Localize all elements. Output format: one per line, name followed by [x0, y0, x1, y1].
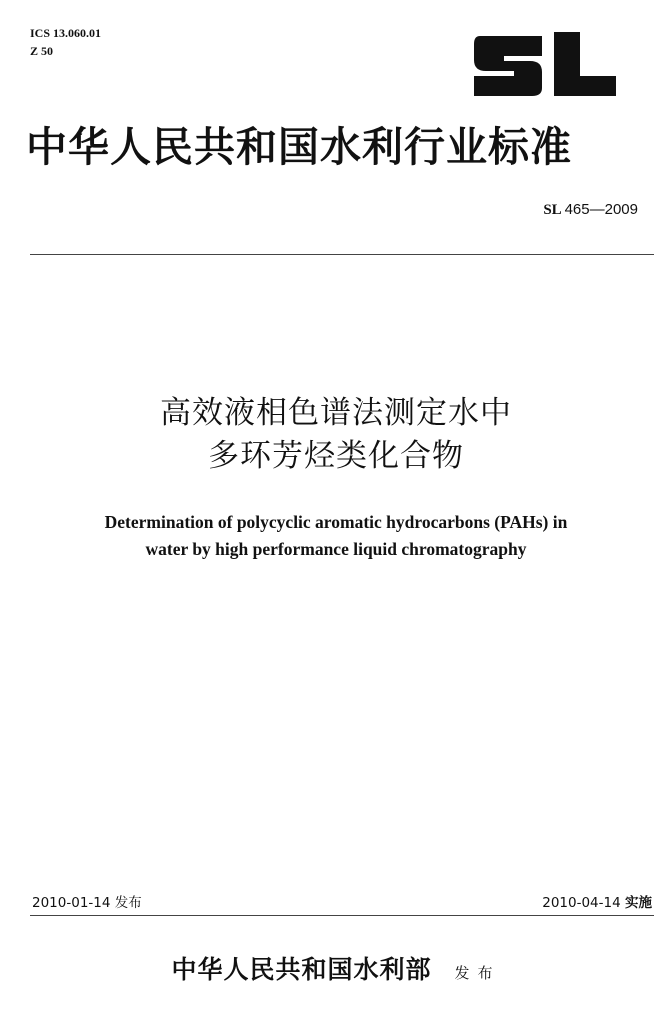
- standard-number: [543, 201, 638, 219]
- publisher: [0, 950, 672, 986]
- ics-code: ICS 13.060.01: [30, 26, 102, 40]
- issue-date-label: 发布: [114, 895, 142, 911]
- english-title-line-1: Determination of polycyclic aromatic hydrocarbons (PAHs) in: [104, 512, 568, 532]
- ccs-code: Z 50: [30, 44, 54, 58]
- issue-date: [32, 891, 142, 911]
- standard-code: 465—2009: [564, 201, 638, 218]
- english-title: [0, 509, 672, 563]
- classification-codes: [30, 24, 101, 60]
- top-divider: [30, 254, 654, 255]
- chinese-title-line-2: 多环芳烃类化合物: [208, 438, 464, 474]
- standard-category-title: 中华人民共和国水利行业标准: [26, 123, 572, 171]
- publisher-name: 中华人民共和国水利部: [171, 955, 432, 984]
- chinese-title-line-1: 高效液相色谱法测定水中: [160, 395, 512, 431]
- effective-date: [542, 891, 652, 911]
- sl-logo: [470, 30, 618, 100]
- effective-date-value: 2010-04-14: [542, 895, 621, 911]
- issue-date-value: 2010-01-14: [32, 895, 111, 911]
- effective-date-label: 实施: [625, 895, 652, 911]
- bottom-divider: [30, 915, 654, 916]
- english-title-line-2: water by high performance liquid chromatography: [145, 539, 527, 559]
- standard-prefix: SL: [543, 202, 561, 218]
- chinese-title: [0, 392, 672, 478]
- publisher-action: 发布: [454, 964, 501, 982]
